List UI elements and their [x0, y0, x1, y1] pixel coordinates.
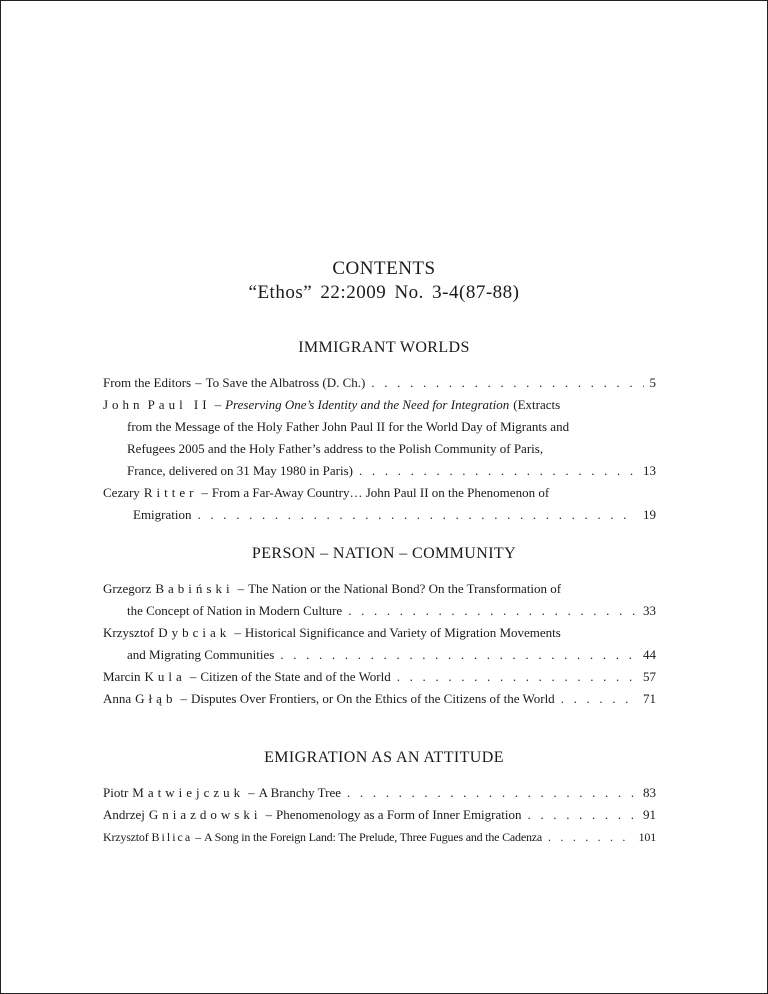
entry-author-first: Grzegorz [103, 581, 152, 596]
page-number: 13 [643, 463, 656, 478]
separator: – [248, 785, 255, 800]
leader-dots [528, 804, 638, 826]
entry-author-last: Babiński [155, 581, 234, 596]
toc-entry[interactable] [103, 804, 656, 826]
toc-line [103, 578, 656, 600]
entry-author-first: Cezary [103, 485, 140, 500]
separator: – [234, 625, 241, 640]
leader-dots [198, 504, 638, 526]
entry-author-last: Dybciak [158, 625, 231, 640]
toc-line [103, 394, 656, 416]
separator: – [195, 375, 202, 390]
toc-entry[interactable] [103, 666, 656, 688]
entry-title: Phenomenology as a Form of Inner Emigration [275, 807, 522, 822]
page-number: 19 [643, 507, 656, 522]
entry-title: Disputes Over Frontiers, or On the Ethics of the Citizens of the World [190, 691, 555, 706]
entry-title: Historical Significance and Variety of Migration Movements [244, 625, 561, 640]
toc-entry[interactable] [103, 394, 656, 482]
leader-dots [347, 782, 637, 804]
entry-title-rest: (Extracts [513, 397, 561, 412]
separator: – [189, 669, 197, 684]
entry-author-last: Kula [144, 669, 186, 684]
leader-dots [348, 600, 637, 622]
toc-line [103, 482, 656, 504]
entry-author-first: John [103, 397, 144, 412]
toc-line [103, 622, 656, 644]
page-number: 5 [649, 375, 656, 390]
contents-title: CONTENTS [332, 258, 436, 279]
entry-title-cont: Refugees 2005 and the Holy Father’s address to the Polish Community of Paris, [127, 441, 544, 456]
separator: – [237, 581, 245, 596]
toc-entry[interactable] [103, 482, 656, 526]
section-heading-emigration-as-an-attitude: EMIGRATION AS AN ATTITUDE [264, 749, 504, 766]
leader-dots [397, 666, 637, 688]
entry-title: The Nation or the National Bond? On the Transformation of [248, 581, 562, 596]
leader-dots [359, 460, 637, 482]
entry-author-last: Głąb [135, 691, 177, 706]
page-number: 83 [643, 785, 656, 800]
leader-dots [280, 644, 637, 666]
section-heading-immigrant-worlds: IMMIGRANT WORLDS [298, 339, 470, 356]
entry-author-last: Ritter [143, 485, 198, 500]
page-number: 91 [643, 807, 656, 822]
toc-line [103, 666, 656, 688]
entry-title: To Save the Albatross (D. Ch.) [205, 375, 366, 390]
entry-author-first: Piotr [103, 785, 129, 800]
entry-author-last: Bilica [151, 830, 193, 844]
separator: – [201, 485, 208, 500]
page-number: 101 [638, 830, 656, 844]
toc-entry[interactable] [103, 782, 656, 804]
page-number: 71 [643, 691, 656, 706]
toc-entry[interactable] [103, 688, 656, 710]
page-number: 44 [643, 647, 656, 662]
entry-title-cont: Emigration [133, 507, 192, 522]
entry-author: From the Editors [103, 375, 192, 390]
entry-author-last: Gniazdowski [148, 807, 262, 822]
separator: – [195, 830, 201, 844]
page-number: 33 [643, 603, 656, 618]
section-heading-person-nation-community: PERSON – NATION – COMMUNITY [251, 545, 517, 562]
toc-line [103, 782, 656, 804]
journal-issue: “Ethos” 22:2009 No. 3-4(87-88) [248, 282, 520, 303]
entry-author-first: Krzysztof [103, 830, 149, 844]
toc-entry[interactable] [103, 578, 656, 622]
entry-title: Preserving One’s Identity and the Need for Integration [225, 397, 510, 412]
toc-line [103, 416, 656, 438]
entry-title: Citizen of the State and of the World [200, 669, 391, 684]
toc-line [103, 600, 656, 622]
entry-author-first: Andrzej [103, 807, 145, 822]
entry-title-cont: France, delivered on 31 May 1980 in Paris) [127, 463, 354, 478]
toc-line [103, 826, 656, 848]
entry-author-first: Marcin [103, 669, 141, 684]
entry-author-first: Krzysztof [103, 625, 155, 640]
toc-line [103, 438, 656, 460]
toc-entry[interactable] [103, 372, 656, 394]
page-number: 57 [643, 669, 656, 684]
toc-line [103, 804, 656, 826]
toc-line [103, 372, 656, 394]
entry-author-first: Anna [103, 691, 132, 706]
entry-title-cont: and Migrating Communities [127, 647, 275, 662]
entry-author-last: Matwiejczuk [132, 785, 245, 800]
toc-line [103, 644, 656, 666]
entry-title: A Song in the Foreign Land: The Prelude, Three Fugues and the Cadenza [204, 830, 543, 844]
leader-dots [371, 372, 643, 394]
entry-title-cont: the Concept of Nation in Modern Culture [127, 603, 343, 618]
toc-line [103, 460, 656, 482]
entry-title: From a Far-Away Country… John Paul II on the Phenomenon of [211, 485, 550, 500]
separator: – [214, 397, 222, 412]
toc-entry[interactable] [103, 826, 656, 848]
entry-title: A Branchy Tree [258, 785, 342, 800]
separator: – [265, 807, 272, 822]
leader-dots [548, 826, 633, 848]
toc-line [103, 504, 656, 526]
entry-author-last: Paul II [147, 397, 211, 412]
entry-title-cont: from the Message of the Holy Father John Paul II for the World Day of Migrants and [127, 419, 570, 434]
separator: – [180, 691, 187, 706]
leader-dots [561, 688, 637, 710]
toc-entry[interactable] [103, 622, 656, 666]
toc-line [103, 688, 656, 710]
